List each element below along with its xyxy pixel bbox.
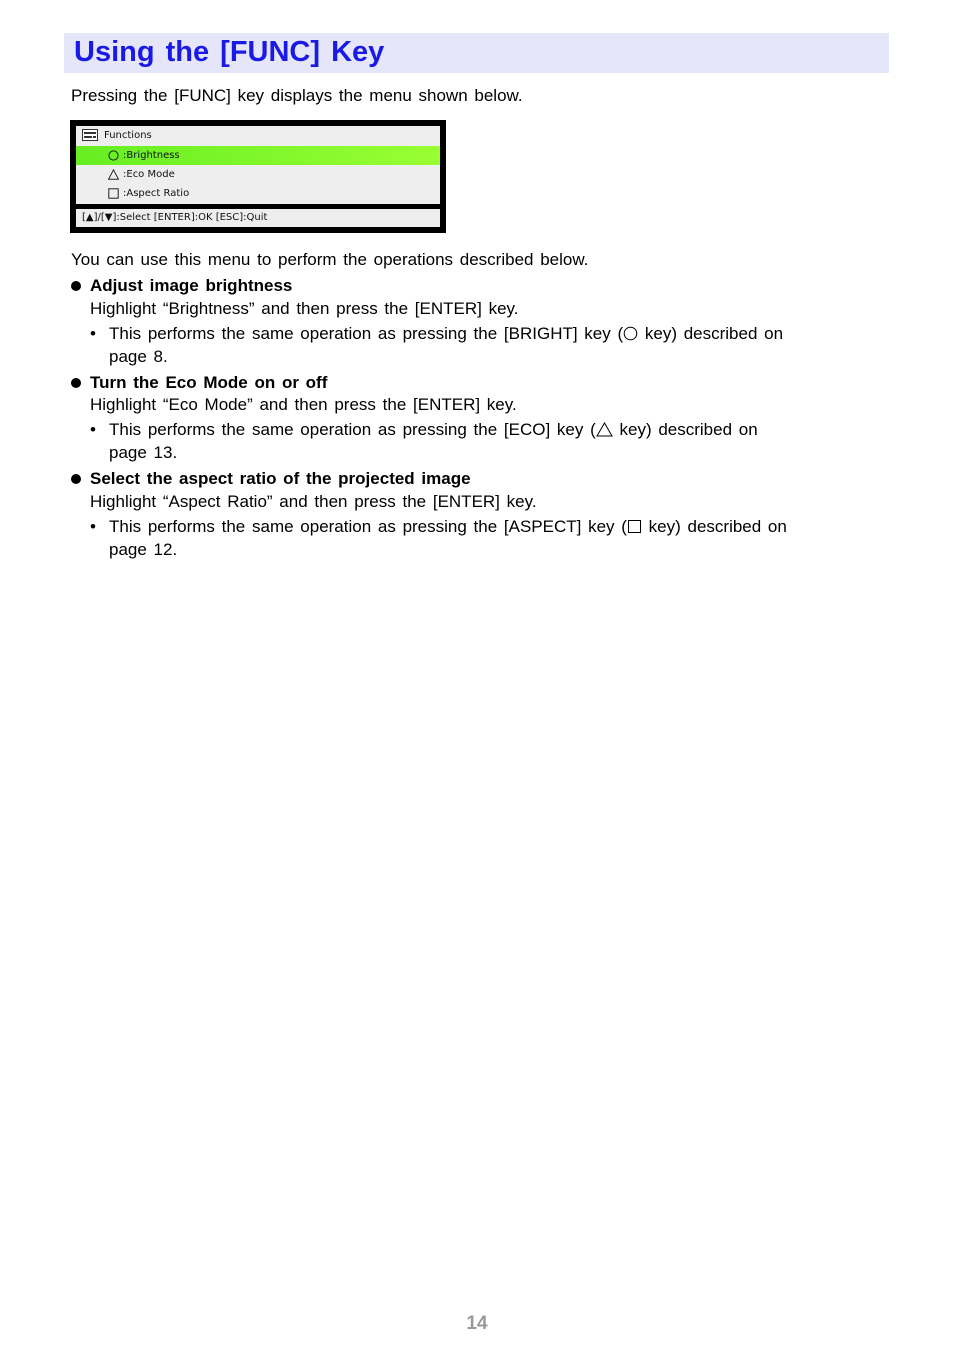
section-heading-aspect-ratio <box>71 467 471 490</box>
note-text: This performs the same operation as pressing the [ECO] key ( <box>109 420 596 439</box>
section-note <box>90 515 787 538</box>
func-menu-footer <box>76 209 440 227</box>
circle-icon <box>108 150 119 161</box>
note-text: This performs the same operation as pressing the [ASPECT] key ( <box>109 517 627 536</box>
section-heading-text: Turn the Eco Mode on or off <box>90 373 328 392</box>
section-note-continuation: page 13. <box>109 443 178 462</box>
bullet-mark: • <box>90 324 96 343</box>
section-heading-text: Select the aspect ratio of the projected image <box>90 469 471 488</box>
section-instruction: Highlight “Aspect Ratio” and then press the [ENTER] key. <box>90 492 537 511</box>
section-note <box>90 418 758 441</box>
triangle-icon <box>108 169 119 180</box>
func-menu-item-label: :Aspect Ratio <box>123 188 190 199</box>
lead-text: You can use this menu to perform the operations described below. <box>71 250 589 269</box>
func-menu-title-row <box>76 126 440 145</box>
section-note-continuation: page 8. <box>109 347 168 366</box>
page-number: 14 <box>466 1313 488 1334</box>
note-text: This performs the same operation as pressing the [BRIGHT] key ( <box>109 324 624 343</box>
triangle-icon <box>596 422 613 437</box>
section-heading-eco-mode <box>71 371 327 394</box>
section-heading-text: Adjust image brightness <box>90 276 293 295</box>
bullet-mark: • <box>90 420 96 439</box>
section-instruction: Highlight “Brightness” and then press the [ENTER] key. <box>90 299 519 318</box>
section-note <box>90 322 783 345</box>
section-note-continuation: page 12. <box>109 540 178 559</box>
func-menu-item-eco-mode[interactable] <box>76 165 440 184</box>
bullet-mark: • <box>90 517 96 536</box>
func-menu-item-label: :Eco Mode <box>123 169 175 180</box>
bullet-dot <box>71 281 81 291</box>
func-menu-footer-text: [▲]/[▼]:Select [ENTER]:OK [ESC]:Quit <box>82 212 268 223</box>
section-instruction: Highlight “Eco Mode” and then press the [ENTER] key. <box>90 395 517 414</box>
func-menu-item-label: :Brightness <box>123 150 180 161</box>
section-heading-brightness <box>71 274 292 297</box>
note-text: key) described on <box>638 324 784 343</box>
square-icon <box>108 188 119 199</box>
func-menu-title: Functions <box>104 130 152 141</box>
func-menu-screenshot <box>70 120 446 233</box>
intro-text: Pressing the [FUNC] key displays the menu shown below. <box>71 86 523 105</box>
page-title: Using the [FUNC] Key <box>74 36 385 68</box>
square-icon <box>627 519 642 534</box>
menu-icon <box>82 129 98 141</box>
func-menu-item-aspect-ratio[interactable] <box>76 184 440 203</box>
func-menu-body <box>76 126 440 204</box>
page-title-bar <box>64 33 889 73</box>
bullet-dot <box>71 474 81 484</box>
note-text: key) described on <box>612 420 758 439</box>
func-menu-item-brightness[interactable] <box>76 146 440 165</box>
note-text: key) described on <box>641 517 787 536</box>
circle-icon <box>623 326 638 341</box>
bullet-dot <box>71 378 81 388</box>
